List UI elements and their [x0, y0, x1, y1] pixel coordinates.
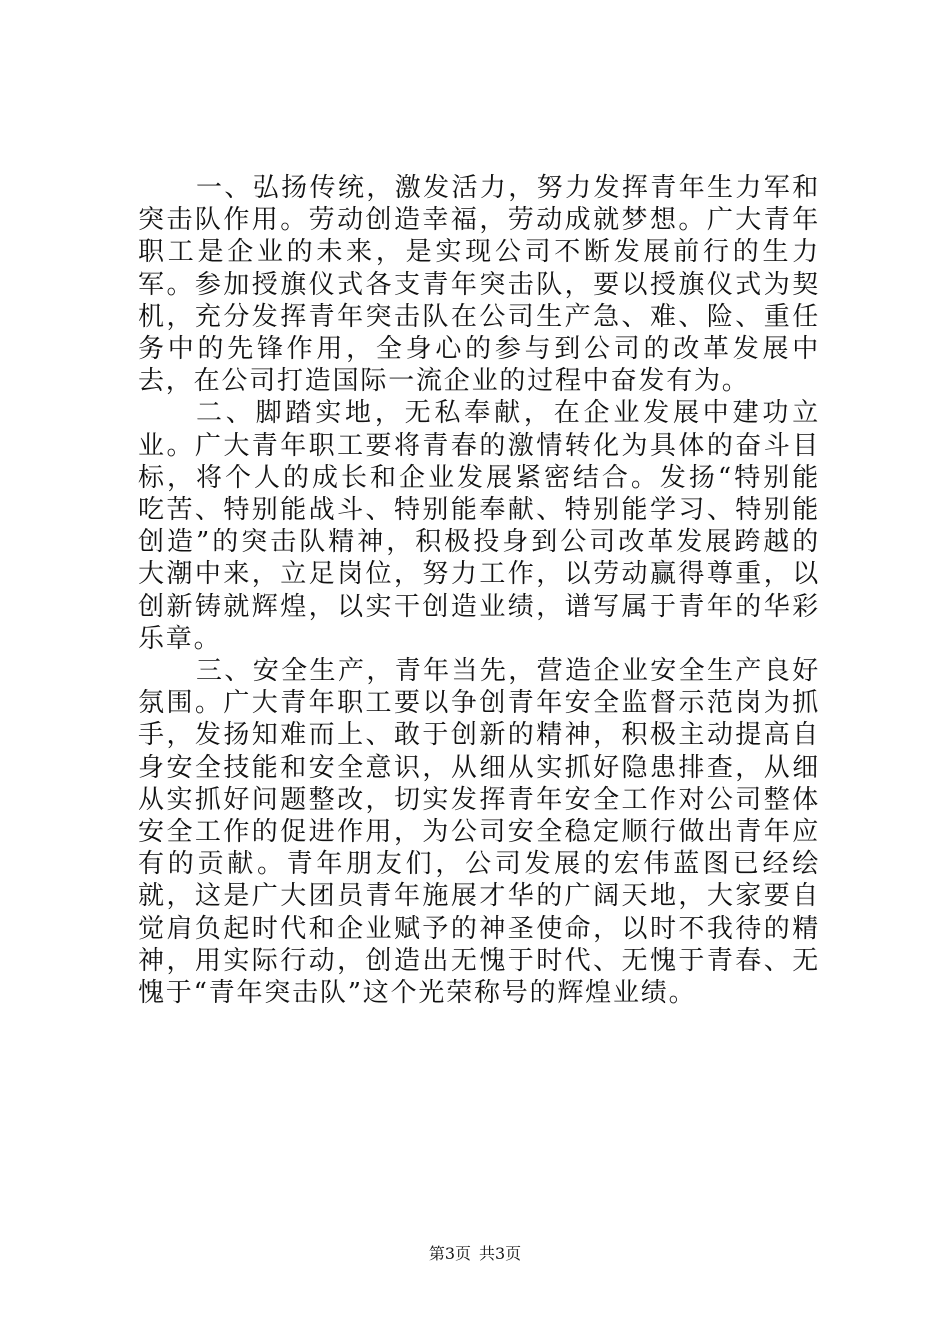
paragraph-1: 一、弘扬传统，激发活力，努力发挥青年生力军和突击队作用。劳动创造幸福，劳动成就梦想。广大青年职工是企业的未来，是实现公司不断发展前行的生力军。参加授旗仪式各支青年突击队，要以授旗仪式为契机，充分发挥青年突击队在公司生产急、难、险、重任务中的先锋作用，全身心的参与到公司的改革发展中去，在公司打造国际一流企业的过程中奋发有为。 [138, 173, 820, 397]
document-body [138, 172, 820, 1009]
page-number: 第3页 [428, 1244, 471, 1263]
page-footer [0, 1244, 950, 1264]
paragraph-2: 二、脚踏实地，无私奉献，在企业发展中建功立业。广大青年职工要将青春的激情转化为具体的奋斗目标，将个人的成长和企业发展紧密结合。发扬“特别能吃苦、特别能战斗、特别能奉献、特别能学习、特别能创造”的突击队精神，积极投身到公司改革发展跨越的大潮中来，立足岗位，努力工作，以劳动赢得尊重，以创新铸就辉煌，以实干创造业绩，谱写属于青年的华彩乐章。 [138, 398, 820, 654]
page-total: 共3页 [479, 1244, 522, 1263]
paragraph-3: 三、安全生产，青年当先，营造企业安全生产良好氛围。广大青年职工要以争创青年安全监督示范岗为抓手，发扬知难而上、敢于创新的精神，积极主动提高自身安全技能和安全意识，从细从实抓好隐患排查，从细从实抓好问题整改，切实发挥青年安全工作对公司整体安全工作的促进作用，为公司安全稳定顺行做出青年应有的贡献。青年朋友们，公司发展的宏伟蓝图已经绘就，这是广大团员青年施展才华的广阔天地，大家要自觉肩负起时代和企业赋予的神圣使命，以时不我待的精神，用实际行动，创造出无愧于时代、无愧于青春、无愧于“青年突击队”这个光荣称号的辉煌业绩。 [138, 656, 820, 1009]
